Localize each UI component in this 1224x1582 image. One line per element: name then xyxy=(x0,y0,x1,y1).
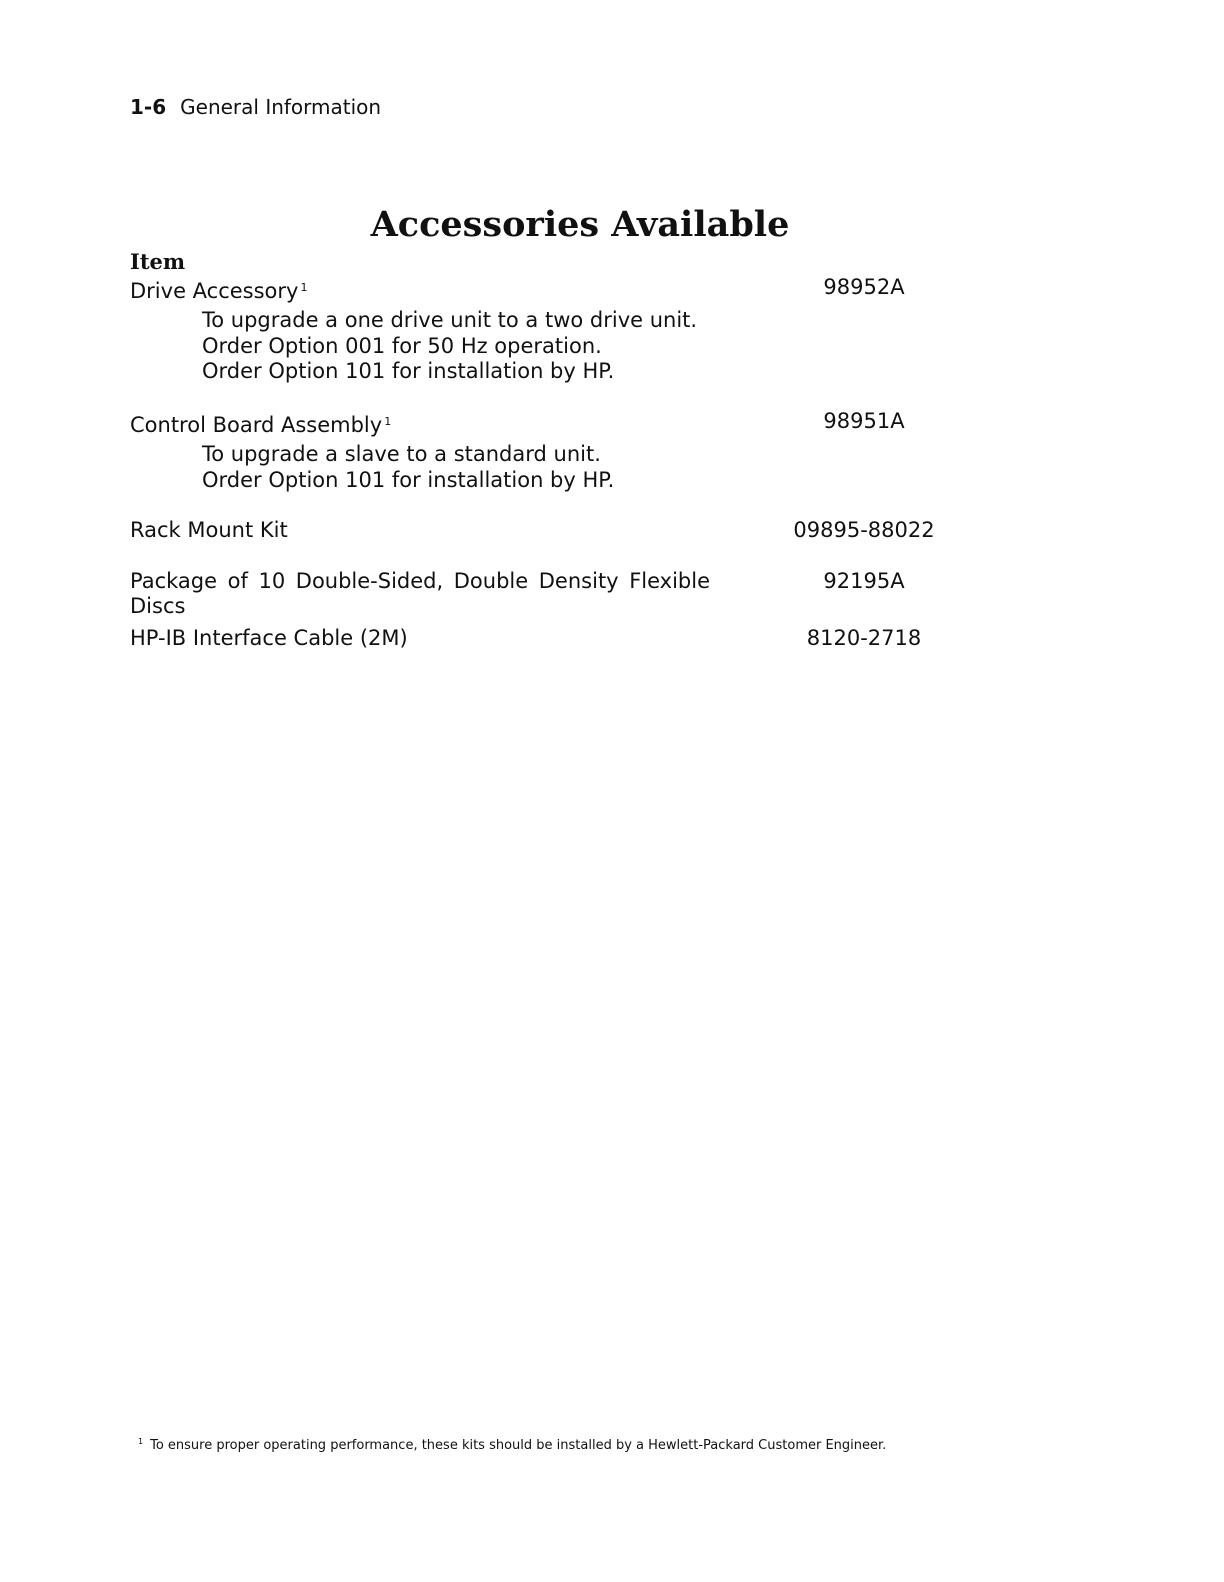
item-column-heading: Item xyxy=(130,249,186,274)
part-number: 98951A xyxy=(823,409,905,433)
item-control-board-assembly xyxy=(130,409,391,438)
item-name: Package of 10 Double-Sided, Double Density Flexible Discs xyxy=(130,569,710,618)
part-number: 98952A xyxy=(823,275,905,299)
item-name: Drive Accessory xyxy=(130,279,299,303)
description-line: Order Option 101 for installation by HP. xyxy=(202,467,615,492)
item-rack-mount-kit xyxy=(130,518,288,543)
item-name: HP-IB Interface Cable (2M) xyxy=(130,626,408,650)
footnote-mark: 1 xyxy=(138,1437,144,1446)
item-drive-accessory xyxy=(130,275,307,304)
description-line: Order Option 001 for 50 Hz operation. xyxy=(202,333,602,358)
part-number: 09895-88022 xyxy=(793,518,935,542)
part-number: 8120-2718 xyxy=(806,626,922,650)
section-title: General Information xyxy=(180,95,382,119)
page-header xyxy=(130,94,381,120)
part-number: 92195A xyxy=(823,569,905,593)
item-flexible-discs xyxy=(130,569,710,619)
footnote xyxy=(138,1433,886,1455)
item-name: Control Board Assembly xyxy=(130,413,383,437)
item-description xyxy=(202,442,614,493)
description-line: To upgrade a slave to a standard unit. xyxy=(202,442,601,466)
footnote-text: To ensure proper operating performance, these kits should be installed by a Hewlett-Packard Customer Engineer. xyxy=(150,1438,887,1453)
description-line: Order Option 101 for installation by HP. xyxy=(202,359,615,383)
item-description xyxy=(202,308,697,385)
item-name: Rack Mount Kit xyxy=(130,518,288,542)
footnote-ref: 1 xyxy=(300,281,308,294)
item-hpib-cable xyxy=(130,626,408,651)
description-line: To upgrade a one drive unit to a two drive unit. xyxy=(202,308,698,332)
page-number: 1-6 xyxy=(130,95,167,119)
footnote-ref: 1 xyxy=(384,415,392,428)
page-title: Accessories Available xyxy=(370,204,790,245)
